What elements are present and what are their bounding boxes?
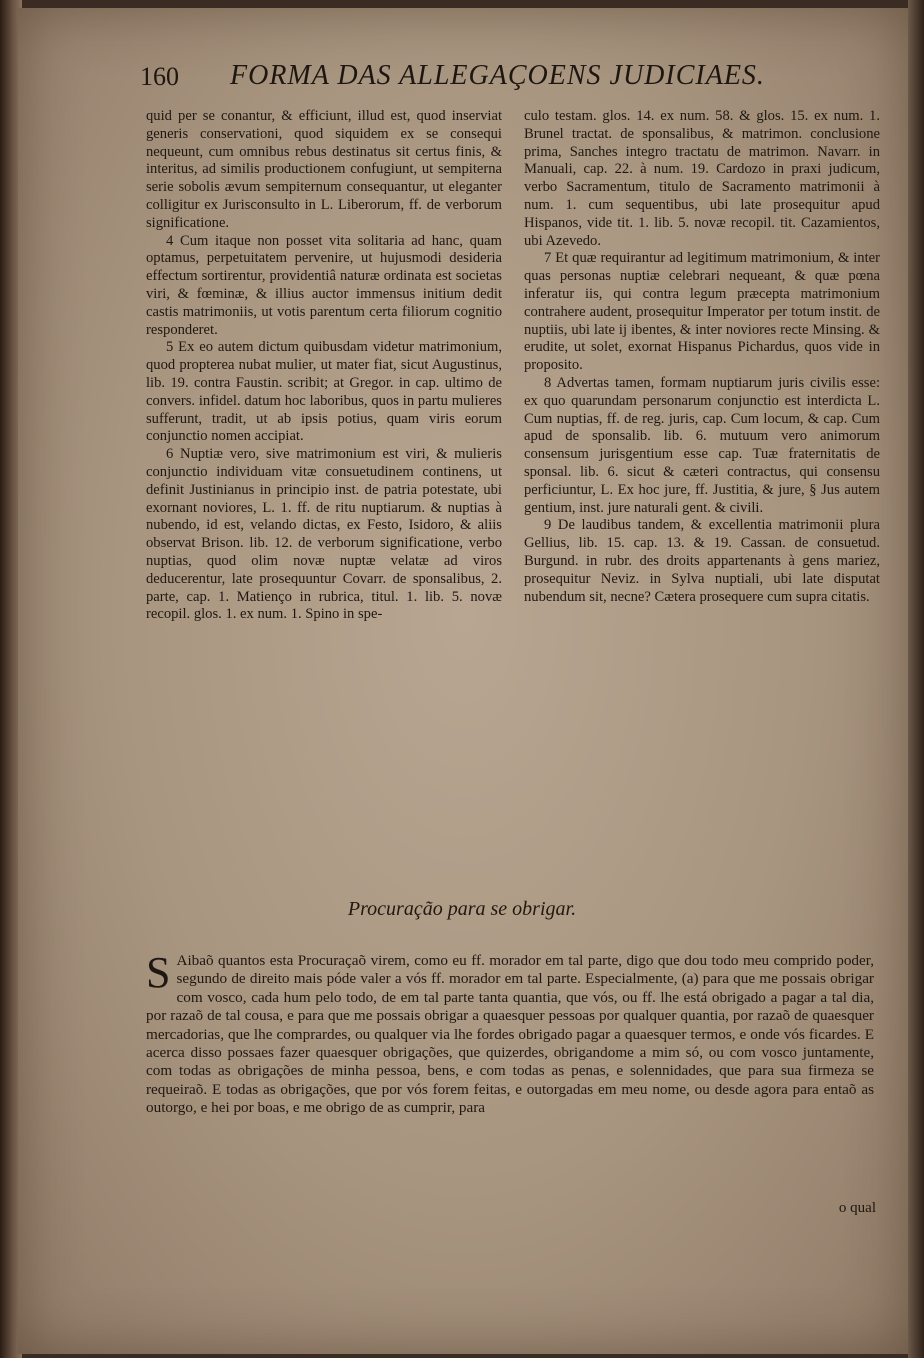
left-column xyxy=(146,108,502,624)
page-number: 160 xyxy=(140,62,179,91)
paragraph: quid per se conantur, & efficiunt, illud est, quod inserviat generis conservationi, quod siquidem ex se consequi nequeunt, cum omnibus rebus destinatus sit certus finis, & interitus, ad similis productionem confugiunt, ut sempiterna serie sobolis ævum sempiternum consequantur, ut eleganter colligitur ex Jurisconsulto in L. Liberorum, ff. de verborum significatione. xyxy=(146,108,502,231)
paragraph: 7 Et quæ requirantur ad legitimum matrimonium, & inter quas personas nuptiæ celebrari nequeant, & quæ pœna inferatur iis, qui contra legum præcepta matrimonium contrahere audent, prosequitur Imperator per totum instit. de nuptiis, ubi late ij ibentes, & inter noviores recte Minsing. & erudite, ut solet, exornat Hispanus Pichardus, quos vide in proposito. xyxy=(524,250,880,374)
running-head xyxy=(140,60,840,100)
catchword: o qual xyxy=(838,1200,876,1216)
section-body xyxy=(146,948,874,1118)
paragraph: 6 Nuptiæ vero, sive matrimonium est viri, & mulieris conjunctio individuam vitæ consuetudinem continens, ut definit Justinianus in principio inst. de patria potestate, ubi exornant noviores, L. 1. ff. de ritu nuptiarum. & nuptias à nubendo, id est, velando dictas, ex Festo, Isidoro, & aliis observat Brison. lib. 12. de verborum significatione, verbo nuptias, quod olim novæ nuptæ velatæ ad viros deducerentur, late prosequuntur Covarr. de sponsalibus, 2. parte, cap. 1. Matienço in rubrica, titul. 1. lib. 5. novæ recopil. glos. 1. ex num. 1. Spino in spe- xyxy=(146,446,502,623)
section-text: Aibaõ quantos esta Procuraçaõ virem, como eu ff. morador em tal parte, digo que dou todo meu comprido poder, segundo de direito mais póde valer a vós ff. morador em tal parte. Especialmente, (a) para que me possais obrigar com vosco, cada hum pelo todo, de em tal parte tanta quantia, que vós, ou ff. lhe está obrigado a pagar a tal dia, por razaõ de tal cousa, e para que me possais obrigar a quaesquer pessoas por qualquer quantia, por razaõ de quaesquer mercadorias, que lhe comprardes, ou qualquer via lhe fordes obrigado pagar a quaesquer termos, e onde vós ficardes. E acerca disso possaes fazer quaesquer obrigações, que quizerdes, obrigandome a mim só, ou com vosco juntamente, com todas as obrigações de minha pessoa, bens, e com todas as penas, e solennidades, que para sua firmeza se requeiraõ. E todas as obrigações, que por vós forem feitas, e outorgadas em meu nome, ou desde agora para entaõ as outorgo, e hei por boas, e me obrigo de as cumprir, para xyxy=(146,952,874,1117)
paragraph: culo testam. glos. 14. ex num. 58. & glos. 15. ex num. 1. Brunel tractat. de sponsalibus, & matrimon. conclusione prima, Sanches integro tractatu de matrimon. Navarr. in Manuali, cap. 22. à num. 19. Cardozo in praxi judicum, verbo Sacramentum, titulo de Sacramento matrimonii à num. 1. cum sequentibus, ubi late prosequitur apud Hispanos, vide tit. 1. lib. 5. novæ recopil. tit. Cazamientos, ubi Azevedo. xyxy=(524,108,880,249)
drop-cap: S xyxy=(146,948,171,997)
page-edge xyxy=(908,0,924,1358)
paragraph: 5 Ex eo autem dictum quibusdam videtur matrimonium, quod propterea nubat mulier, ut mater fiat, sicut Augustinus, lib. 19. contra Faustin. scribit; at Gregor. in cap. ultimo de convers. infidel. datum hoc laboribus, quos in partu mulieres sufferunt, tradit, ut ab ipsis potius, quam viris eorum conjunctio nomen accipiat. xyxy=(146,339,502,445)
paragraph: 9 De laudibus tandem, & excellentia matrimonii plura Gellius, lib. 15. cap. 13. & 19. Cassan. de consuetud. Burgund. in rubr. des droits appartenants à gens mariez, prosequitur Neviz. in Sylva nuptiali, ubi late disputat nubendum sit, necne? Cætera prosequere cum supra citatis. xyxy=(524,517,880,605)
paragraph: 8 Advertas tamen, formam nuptiarum juris civilis esse: ex quo quarundam personarum conjunctio est interdicta L. Cum nuptias, ff. de reg. juris, cap. Cum locum, & cap. Cum apud de sponsalib. lib. 6. mutuum vero animorum consensum jurisgentium esse cap. Tuæ fraternitatis de sponsal. lib. 6. sicut & cæteri contractus, qui consensu perficiuntur, L. Ex hoc jure, ff. Justitia, & jure, § Jus autem gentium, inst. jure naturali gent. & civili. xyxy=(524,374,880,516)
right-column xyxy=(524,108,880,606)
paragraph: 4 Cum itaque non posset vita solitaria ad hanc, quam optamus, perpetuitatem pervenire, ut hujusmodi desideria effectum sortirentur, providentiâ naturæ ordinata est societas viri, & fœminæ, & illius auctor immensus initium dedit castis matrimoniis, ut votis parentum certa filiorum cognitio responderet. xyxy=(146,232,502,338)
section-title: Procuração para se obrigar. xyxy=(347,898,577,920)
running-title: FORMA DAS ALLEGAÇOENS JUDICIAES. xyxy=(230,60,765,91)
